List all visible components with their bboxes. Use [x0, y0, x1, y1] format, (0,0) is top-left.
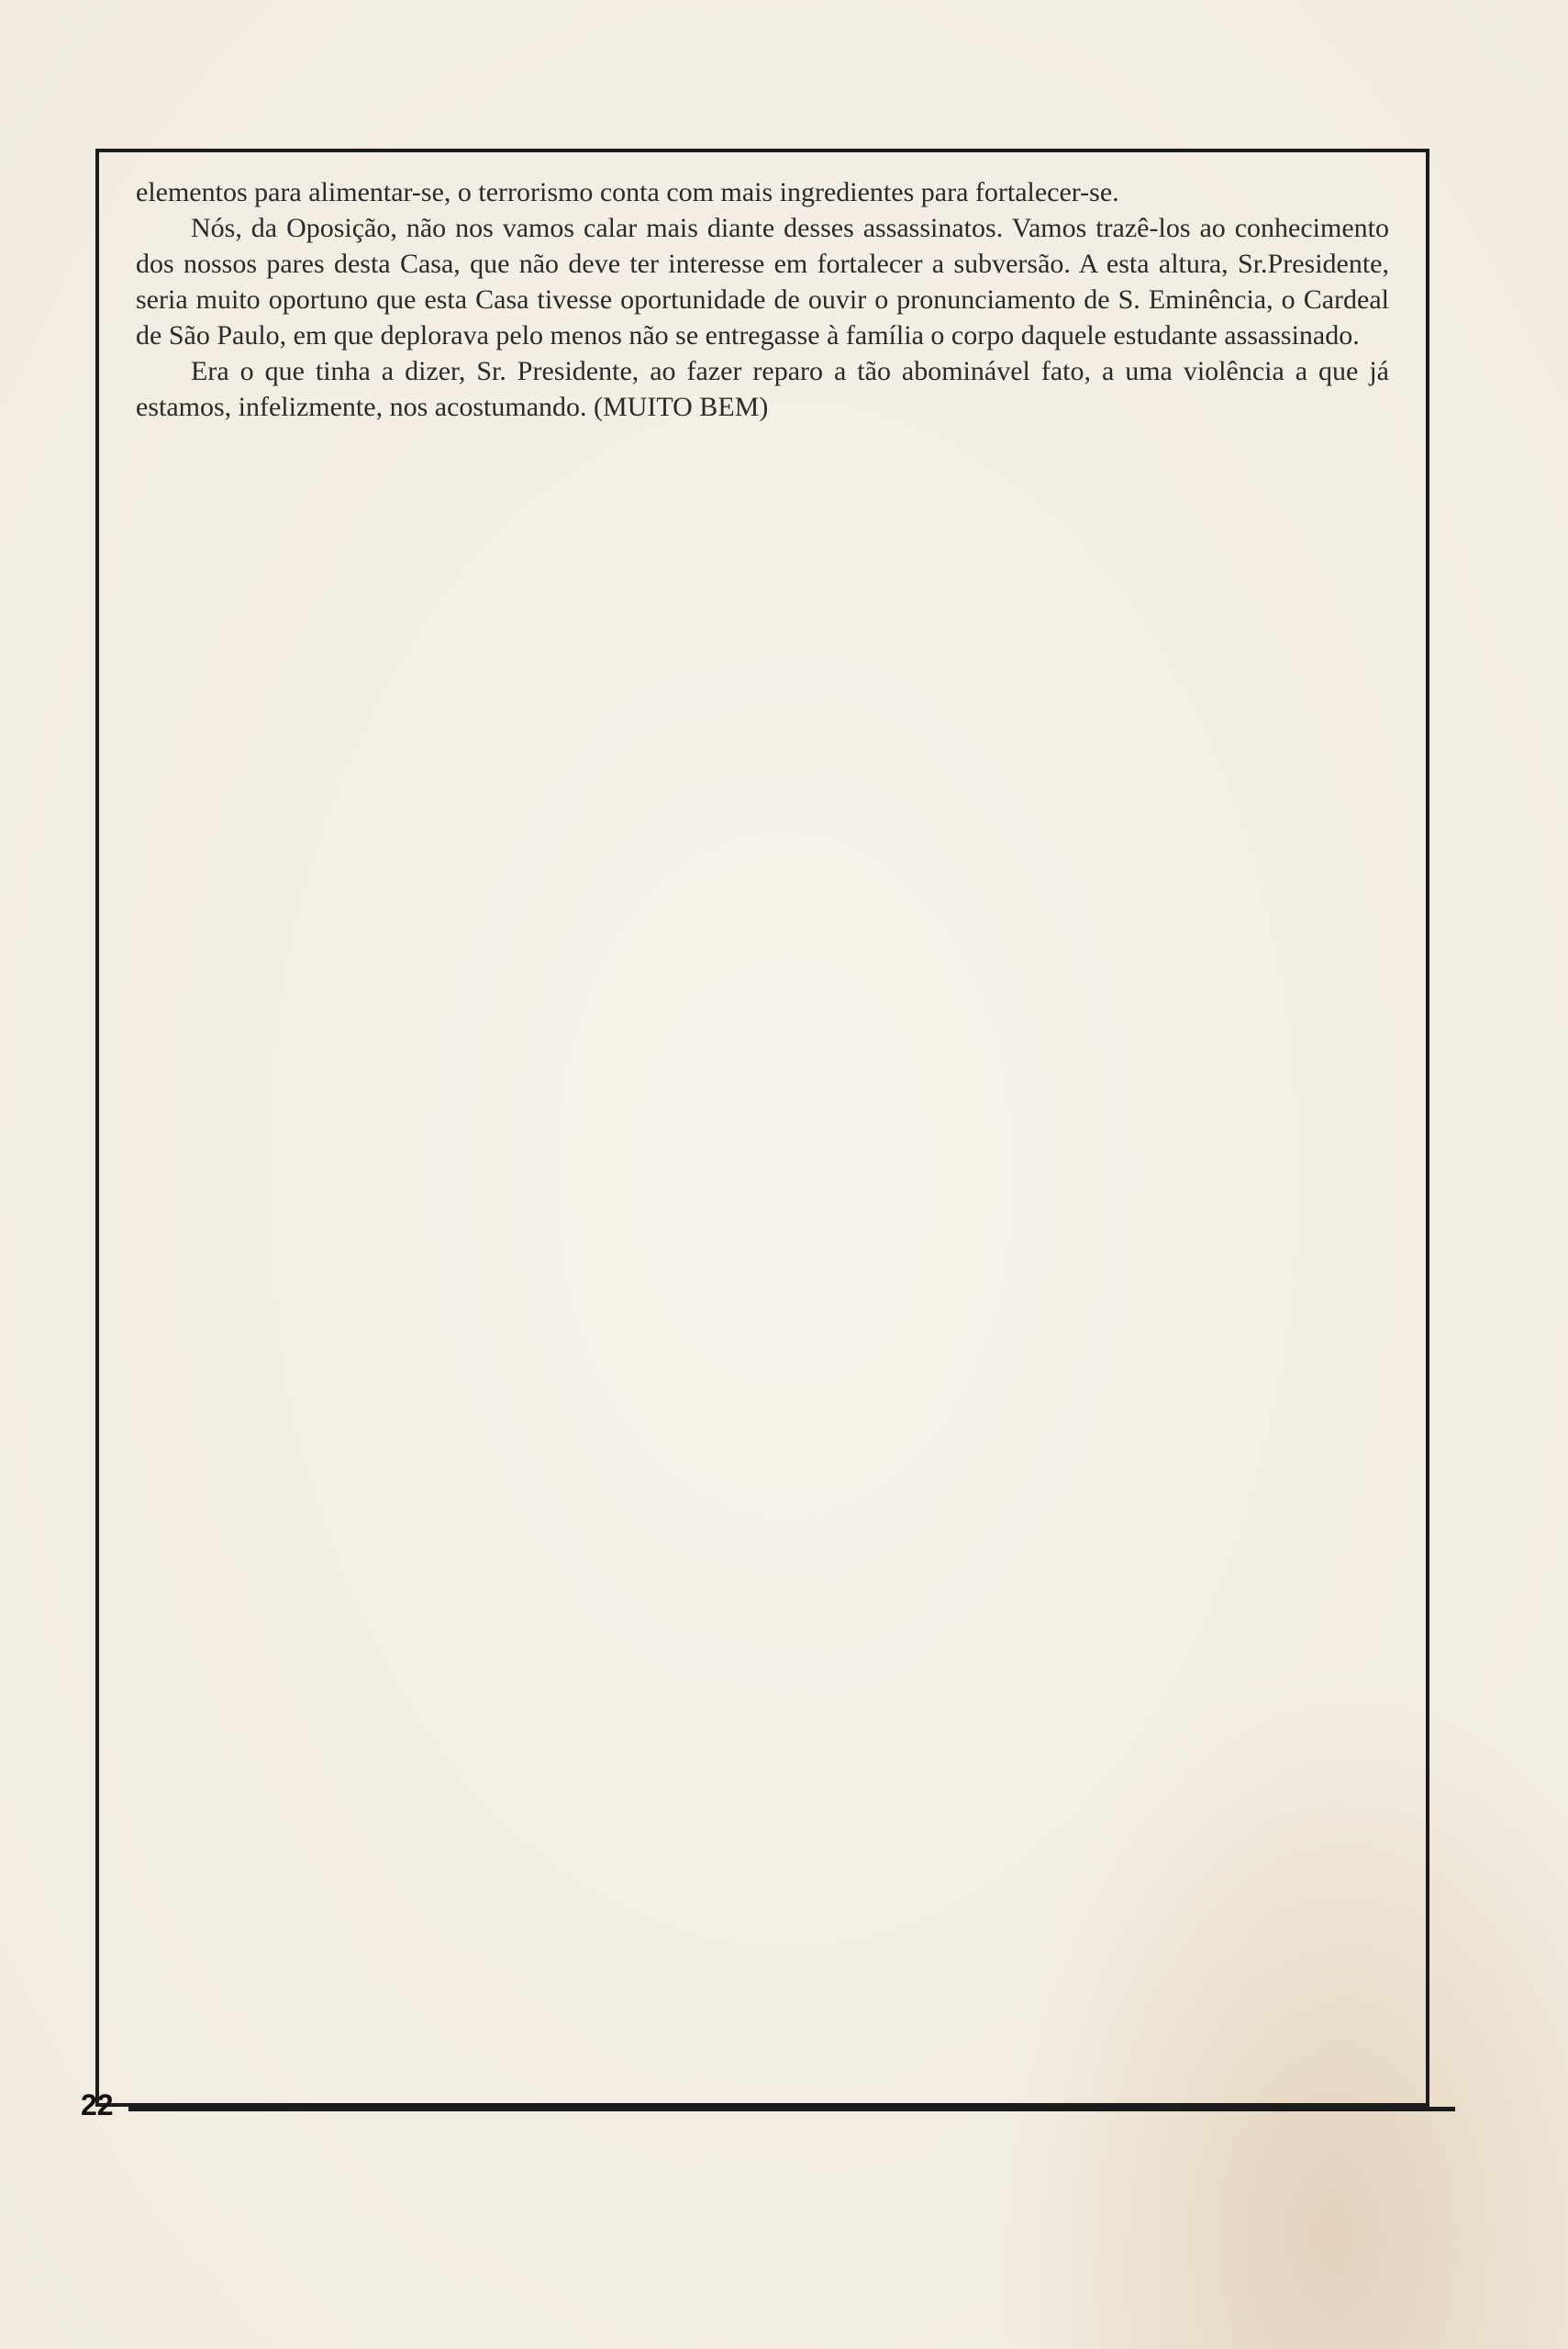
page-border-frame [95, 149, 1429, 2107]
paragraph-1: elementos para alimentar-se, o terrorismo conta com mais ingredientes para fortalecer-se. [136, 177, 1119, 207]
paragraph-2: Nós, da Oposição, não nos vamos calar mais diante desses assassinatos. Vamos trazê-los ao conhecimento dos nossos pares desta Casa, que não deve ter interesse em fortalecer a subversão. A esta altura, Sr.Presidente, seria muito oportuno que esta Casa tivesse oportunidade de ouvir o pronunciamento de S. Eminência, o Cardeal de São Paulo, em que deplorava pelo menos não se entregasse à família o corpo daquele estudante assassinado. [136, 213, 1389, 351]
body-text [136, 174, 1389, 425]
page-number: 22 [81, 2088, 114, 2121]
bottom-border-rule [128, 2107, 1455, 2111]
paragraph-3: Era o que tinha a dizer, Sr. Presidente, ao fazer reparo a tão abominável fato, a uma violência a que já estamos, infelizmente, nos acostumando. (MUITO BEM) [136, 356, 1389, 422]
